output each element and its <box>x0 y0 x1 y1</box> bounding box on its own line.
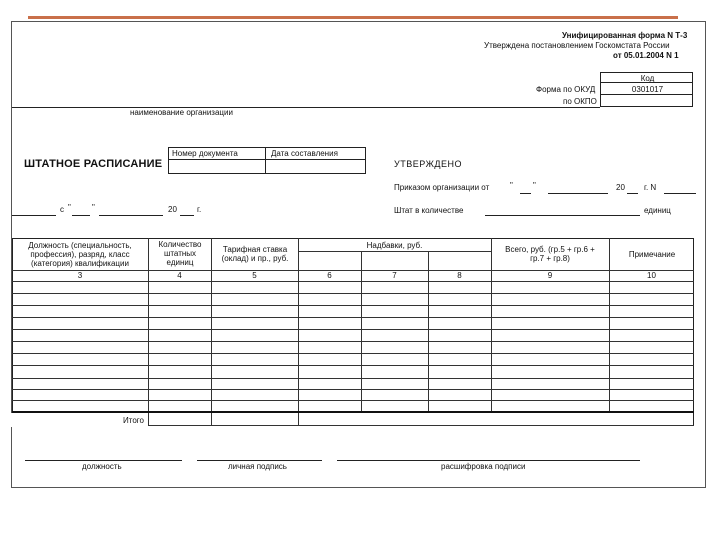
period-from: с <box>60 205 64 214</box>
order-text: Приказом организации от <box>394 183 490 192</box>
order-quote-close: " <box>533 181 536 190</box>
order-g-n: г. N <box>644 183 657 192</box>
col-number-8: 8 <box>457 271 462 280</box>
col-header-count: Количество штатных единиц <box>158 240 202 267</box>
okpo-value-cell <box>600 94 693 107</box>
table-row <box>12 293 694 294</box>
staff-units: единиц <box>644 206 671 215</box>
col-header-allowances: Надбавки, руб. <box>366 241 423 250</box>
col-header-position: Должность (специальность, профессия), разряд, класс (категория) квалификации <box>28 241 132 268</box>
period-g: г. <box>197 205 202 214</box>
code-header: Код <box>640 74 655 83</box>
period-quote1: " <box>68 203 71 212</box>
period-year: 20 <box>168 205 177 214</box>
table-row <box>12 353 694 354</box>
organization-line <box>12 107 600 108</box>
table-row <box>12 305 694 306</box>
order-year: 20 <box>616 183 625 192</box>
table-row <box>12 281 694 282</box>
order-number-line <box>664 193 696 194</box>
staff-count-line <box>485 215 640 216</box>
form-title-line3: от 05.01.2004 N 1 <box>613 51 679 60</box>
approved-by-rest: постановлением Госкомстата России <box>531 41 670 50</box>
col-header-note: Примечание <box>628 250 676 259</box>
signature-position-line <box>25 460 182 461</box>
table-row <box>12 341 694 342</box>
signature-decoding-line <box>337 460 640 461</box>
okud-label: Форма по ОКУД <box>536 85 596 94</box>
col-number-5: 5 <box>252 271 257 280</box>
organization-caption: наименование организации <box>130 108 233 117</box>
col-number-10: 10 <box>647 271 656 280</box>
table-row <box>12 329 694 330</box>
col-header-rate: Тарифная ставка (оклад) и пр., руб. <box>221 245 289 263</box>
signature-decoding-caption: расшифровка подписи <box>441 462 526 471</box>
table-row <box>12 378 694 379</box>
period-quote2: " <box>92 203 95 212</box>
total-label: Итого <box>123 416 144 425</box>
order-quote-open: " <box>510 181 513 190</box>
approved-by-label: Утверждена <box>484 41 530 50</box>
signature-sign-caption: личная подпись <box>228 462 287 471</box>
approved-label: УТВЕРЖДЕНО <box>394 159 463 169</box>
doc-number-header: Номер документа <box>172 149 238 158</box>
col-number-9: 9 <box>547 271 553 280</box>
col-header-total: Всего, руб. (гр.5 + гр.6 + гр.7 + гр.8) <box>505 245 595 263</box>
doc-date-header: Дата составления <box>271 149 338 158</box>
form-title-line1: Унифицированная форма N Т-3 <box>562 31 688 40</box>
okud-value: 0301017 <box>631 85 664 94</box>
document-title: ШТАТНОЕ РАСПИСАНИЕ <box>24 158 163 170</box>
col-number-4: 4 <box>177 271 182 280</box>
signature-position-caption: должность <box>82 462 122 471</box>
form-title-line2 <box>484 41 670 51</box>
col-number-6: 6 <box>327 271 332 280</box>
staff-count-text: Штат в количестве <box>394 206 464 215</box>
table-row <box>12 317 694 318</box>
okpo-label: по ОКПО <box>563 97 597 106</box>
order-month-line <box>548 193 608 194</box>
col-number-7: 7 <box>392 271 397 280</box>
signature-sign-line <box>197 460 322 461</box>
col-number-3: 3 <box>77 271 83 280</box>
decorative-top-line <box>28 16 678 19</box>
table-row <box>12 365 694 366</box>
table-row <box>12 389 694 390</box>
table-row <box>12 400 694 401</box>
